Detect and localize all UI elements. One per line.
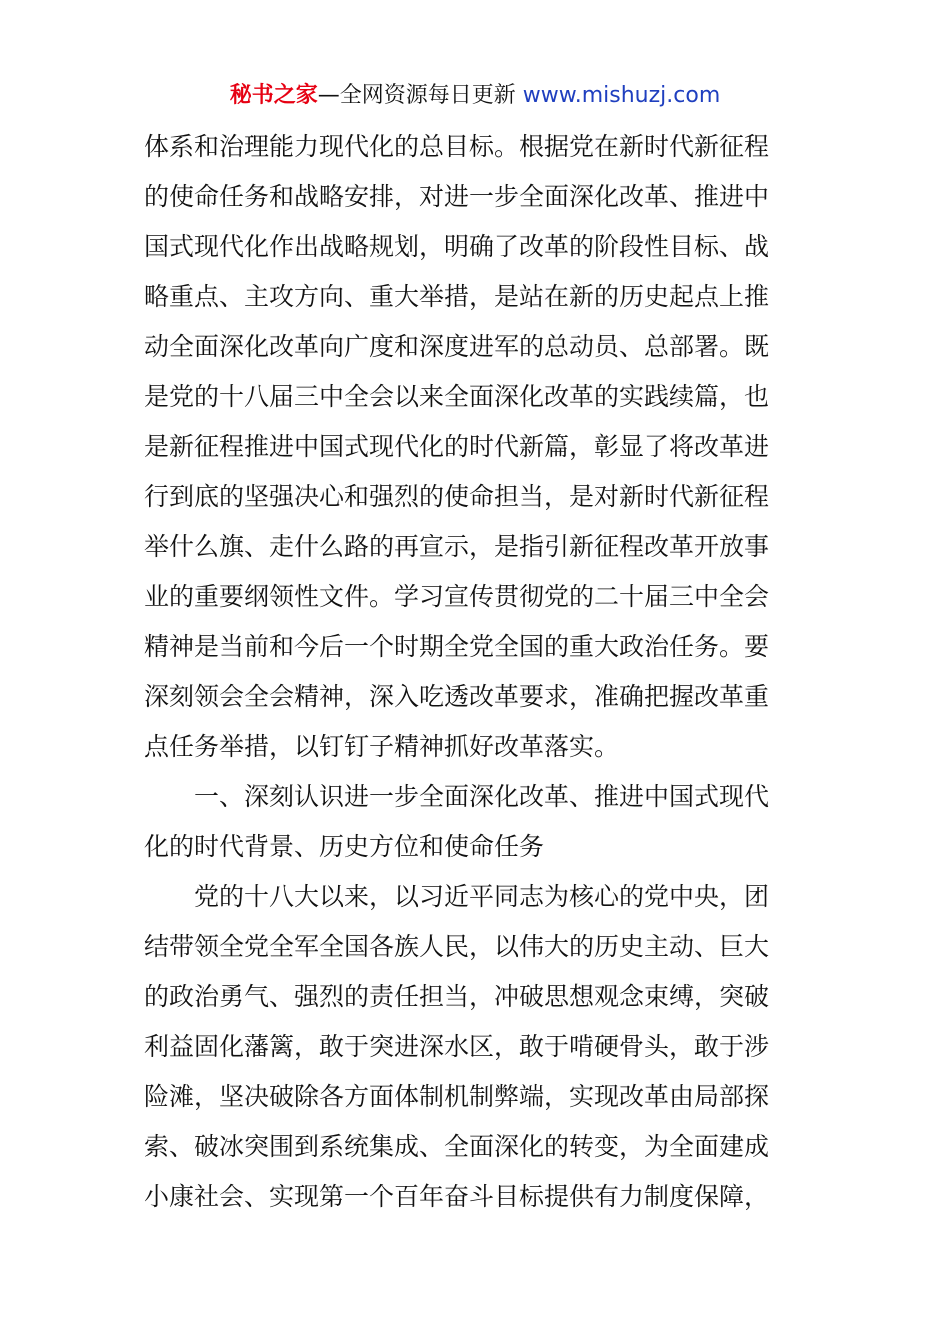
body-line: 结带领全党全军全国各族人民，以伟大的历史主动、巨大 bbox=[144, 932, 770, 961]
body-line: 点任务举措，以钉钉子精神抓好改革落实。 bbox=[144, 732, 620, 761]
body-line: 略重点、主攻方向、重大举措，是站在新的历史起点上推 bbox=[144, 282, 770, 311]
body-line: 精神是当前和今后一个时期全党全国的重大政治任务。要 bbox=[144, 632, 770, 661]
page-header bbox=[0, 80, 950, 112]
header-url-link[interactable]: www.mishuzj.com bbox=[522, 83, 721, 108]
body-line: 体系和治理能力现代化的总目标。根据党在新时代新征程 bbox=[144, 132, 770, 161]
body-line: 举什么旗、走什么路的再宣示，是指引新征程改革开放事 bbox=[144, 532, 770, 561]
section-heading-line: 一、深刻认识进一步全面深化改革、推进中国式现代 bbox=[144, 782, 770, 811]
body-line: 行到底的坚强决心和强烈的使命担当，是对新时代新征程 bbox=[144, 482, 770, 511]
body-line: 动全面深化改革向广度和深度进军的总动员、总部署。既 bbox=[144, 332, 770, 361]
body-line: 小康社会、实现第一个百年奋斗目标提供有力制度保障， bbox=[144, 1182, 770, 1211]
section-heading-line: 化的时代背景、历史方位和使命任务 bbox=[144, 832, 545, 861]
body-line: 利益固化藩篱，敢于突进深水区，敢于啃硬骨头，敢于涉 bbox=[144, 1032, 770, 1061]
body-line: 党的十八大以来，以习近平同志为核心的党中央，团 bbox=[144, 882, 770, 911]
header-tagline: —全网资源每日更新 bbox=[317, 83, 523, 108]
body-line: 索、破冰突围到系统集成、全面深化的转变，为全面建成 bbox=[144, 1132, 770, 1161]
body-line: 国式现代化作出战略规划，明确了改革的阶段性目标、战 bbox=[144, 232, 770, 261]
body-line: 的政治勇气、强烈的责任担当，冲破思想观念束缚，突破 bbox=[144, 982, 770, 1011]
body-line: 是党的十八届三中全会以来全面深化改革的实践续篇，也 bbox=[144, 382, 770, 411]
body-line: 是新征程推进中国式现代化的时代新篇，彰显了将改革进 bbox=[144, 432, 770, 461]
body-line: 险滩，坚决破除各方面体制机制弊端，实现改革由局部探 bbox=[144, 1082, 770, 1111]
body-line: 的使命任务和战略安排，对进一步全面深化改革、推进中 bbox=[144, 182, 770, 211]
header-brand: 秘书之家 bbox=[229, 83, 318, 108]
body-line: 业的重要纲领性文件。学习宣传贯彻党的二十届三中全会 bbox=[144, 582, 770, 611]
body-line: 深刻领会全会精神，深入吃透改革要求，准确把握改革重 bbox=[144, 682, 770, 711]
